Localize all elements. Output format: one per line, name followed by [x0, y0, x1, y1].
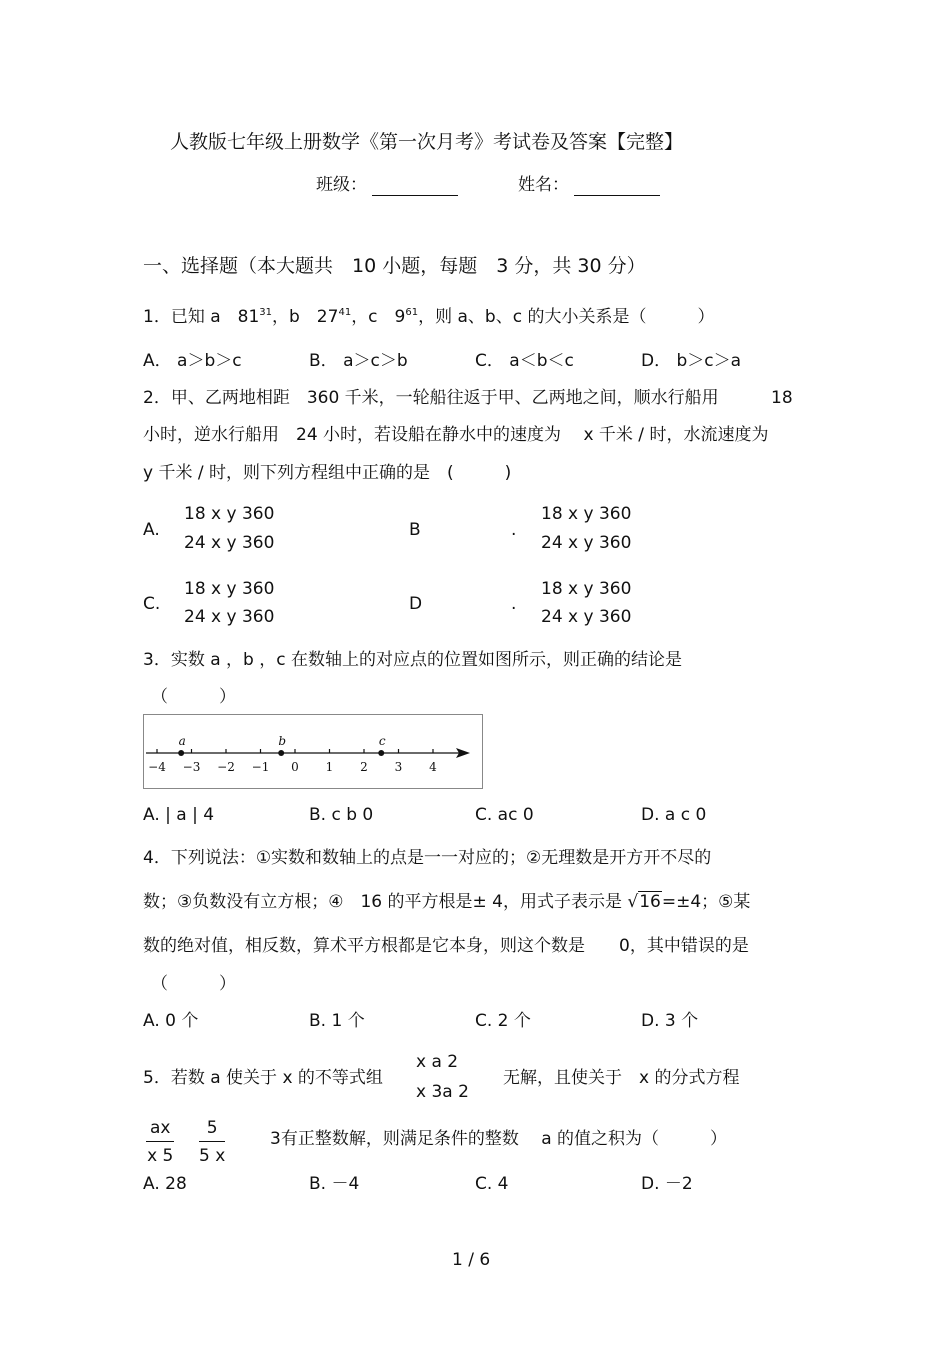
point-marker — [178, 750, 184, 756]
question-1-stem — [143, 309, 714, 326]
q5-line-2: 3有正整数解，则满足条件的整数 a 的值之积为（ ） — [270, 1129, 728, 1149]
q4-option-b[interactable]: B. 1 个 — [309, 1011, 365, 1031]
class-label: 班级： — [316, 175, 367, 195]
point-label: c — [378, 734, 386, 748]
q2-option-c-row-1: 18 x y 360 — [184, 579, 275, 599]
q1-option-b[interactable]: B． a＞c＞b — [309, 351, 408, 371]
sqrt-radicand: 16 — [639, 892, 661, 912]
name-blank[interactable] — [574, 195, 660, 196]
sqrt-expression — [627, 894, 661, 911]
q4-line-2-pre: 数；③负数没有立方根；④ 16 的平方根是± 4，用式子表示是 — [143, 892, 622, 912]
tick-label: −3 — [182, 760, 201, 774]
q1-text-d: ，则 a、b、c 的大小关系是（ ） — [418, 307, 715, 327]
q3-option-a[interactable]: A. | a | 4 — [143, 805, 215, 825]
point-marker — [278, 750, 284, 756]
q2-option-b-row-2: 24 x y 360 — [541, 533, 632, 553]
q2-option-d-row-1: 18 x y 360 — [541, 579, 632, 599]
q5-system-row-1: x a 2 — [416, 1052, 459, 1072]
sqrt-icon: √ — [627, 892, 639, 912]
q1-exponent-3: 61 — [405, 307, 419, 318]
q4-line-4: （ ） — [151, 974, 236, 994]
q3-line-1: 3．实数 a ，b ，c 在数轴上的对应点的位置如图所示，则正确的结论是 — [143, 650, 682, 670]
q5-fraction-1 — [146, 1120, 174, 1165]
section-heading: 一、选择题（本大题共 10 小题，每题 3 分，共 30 分） — [143, 255, 646, 277]
q4-option-a[interactable]: A. 0 个 — [143, 1011, 199, 1031]
q5-fraction-1-denominator: x 5 — [147, 1146, 174, 1166]
tick-label: 2 — [360, 760, 368, 774]
q1-text-c: ，c 9 — [351, 307, 406, 327]
q2-option-d-row-2: 24 x y 360 — [541, 607, 632, 627]
q2-line-3: y 千米 / 时，则下列方程组中正确的是 ( ) — [143, 463, 512, 483]
q1-exponent-1: 31 — [259, 307, 273, 318]
q5-fraction-2-numerator: 5 — [199, 1120, 225, 1142]
tick-label: −2 — [217, 760, 235, 774]
q3-option-c[interactable]: C. ac 0 — [475, 805, 534, 825]
q4-option-d[interactable]: D. 3 个 — [641, 1011, 699, 1031]
q2-option-a-row-1: 18 x y 360 — [184, 504, 275, 524]
page-title: 人教版七年级上册数学《第一次月考》考试卷及答案【完整】 — [170, 131, 684, 153]
q4-line-3: 数的绝对值，相反数，算术平方根都是它本身，则这个数是 0，其中错误的是 — [143, 936, 749, 956]
point-label: b — [278, 734, 287, 748]
q5-option-d[interactable]: D. －2 — [641, 1174, 693, 1194]
q4-option-c[interactable]: C. 2 个 — [475, 1011, 531, 1031]
q4-line-2 — [143, 894, 750, 911]
q1-option-c[interactable]: C． a＜b＜c — [475, 351, 574, 371]
q2-option-c-label[interactable]: C. — [143, 594, 161, 614]
q5-line-1-post: 无解，且使关于 x 的分式方程 — [503, 1068, 740, 1088]
q5-fraction-1-numerator: ax — [146, 1120, 174, 1142]
q5-fraction-2-denominator: 5 x — [199, 1146, 226, 1166]
q5-option-a[interactable]: A. 28 — [143, 1174, 187, 1194]
q4-line-1: 4．下列说法：①实数和数轴上的点是一一对应的；②无理数是开方开不尽的 — [143, 848, 712, 868]
name-label: 姓名： — [518, 175, 569, 195]
q1-text-a: 1．已知 a 81 — [143, 307, 260, 327]
point-marker — [378, 750, 384, 756]
q3-line-2: （ ） — [151, 687, 236, 707]
q5-option-c[interactable]: C. 4 — [475, 1174, 509, 1194]
q2-option-d-label[interactable]: D — [409, 594, 423, 614]
point-label: a — [178, 734, 186, 748]
q3-option-d[interactable]: D. a c 0 — [641, 805, 707, 825]
tick-label: −1 — [251, 760, 270, 774]
q2-line-1-end: 18 — [771, 388, 793, 408]
q1-text-b: ，b 27 — [272, 307, 339, 327]
q2-option-c-row-2: 24 x y 360 — [184, 607, 275, 627]
q2-line-2: 小时，逆水行船用 24 小时，若设船在静水中的速度为 x 千米 / 时，水流速度为 — [143, 425, 769, 445]
q2-line-1: 2．甲、乙两地相距 360 千米，一轮船往返于甲、乙两地之间，顺水行船用 — [143, 388, 719, 408]
q5-fraction-2 — [199, 1120, 225, 1165]
q5-system-row-2: x 3a 2 — [416, 1082, 469, 1102]
q1-option-d[interactable]: D． b＞c＞a — [641, 351, 742, 371]
page-number: 1 / 6 — [452, 1250, 491, 1270]
tick-label: −4 — [148, 760, 166, 774]
q1-exponent-2: 41 — [338, 307, 352, 318]
q1-option-a[interactable]: A． a＞b＞c — [143, 351, 242, 371]
tick-label: 0 — [291, 760, 299, 774]
tick-label: 4 — [429, 760, 437, 774]
q2-option-a-row-2: 24 x y 360 — [184, 533, 275, 553]
q3-option-b[interactable]: B. c b 0 — [309, 805, 374, 825]
q2-option-b-row-1: 18 x y 360 — [541, 504, 632, 524]
q5-line-1: 5．若数 a 使关于 x 的不等式组 — [143, 1068, 383, 1088]
number-line-figure — [143, 714, 483, 789]
number-line-svg — [144, 715, 482, 788]
q5-option-b[interactable]: B. －4 — [309, 1174, 360, 1194]
tick-label: 3 — [394, 760, 403, 774]
tick-label: 1 — [325, 760, 334, 774]
q2-option-a-label[interactable]: A. — [143, 520, 160, 540]
q2-option-b-dot: . — [511, 520, 517, 540]
q2-option-d-dot: . — [511, 594, 517, 614]
q2-option-b-label[interactable]: B — [409, 520, 421, 540]
q4-line-2-post: =±4；⑤某 — [661, 892, 751, 912]
class-blank[interactable] — [372, 195, 458, 196]
